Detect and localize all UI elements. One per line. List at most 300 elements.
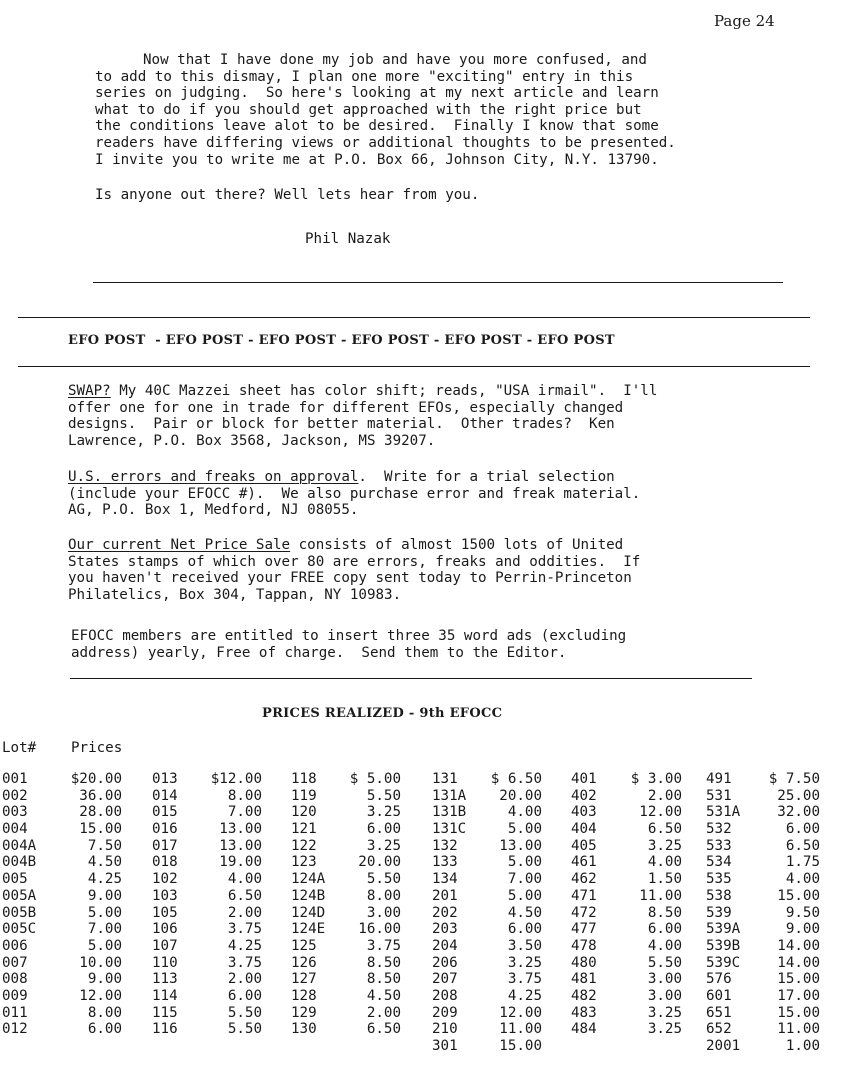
lot-number: 533 [706, 837, 732, 854]
lot-price: 15.00 [777, 887, 820, 904]
efo-post-banner: EFO POST - EFO POST - EFO POST - EFO POST - EFO POST - EFO POST [68, 333, 615, 348]
price-row [2, 888, 122, 905]
lot-number: 004A [2, 837, 37, 854]
price-row [291, 888, 401, 905]
lot-price: 12.00 [79, 987, 122, 1004]
lot-price: $12.00 [210, 771, 262, 787]
article-line: I invite you to write me at P.O. Box 66, Johnson City, N.Y. 13790. [95, 151, 659, 168]
lot-number: 126 [291, 954, 317, 971]
lot-price: 8.50 [647, 904, 682, 921]
article-line: to add to this dismay, I plan one more "exciting" entry in this [95, 68, 634, 85]
lot-number: 128 [291, 987, 317, 1004]
ad-line: AG, P.O. Box 1, Medford, NJ 08055. [68, 502, 359, 519]
price-row [432, 905, 542, 922]
lot-number: 127 [291, 971, 317, 988]
article-line: what to do if you should get approached with the right price but [95, 101, 642, 118]
price-row [2, 771, 122, 788]
lot-price: 3.75 [507, 971, 542, 988]
lot-number: 131B [432, 804, 467, 821]
article-line: series on judging. So here's looking at my next article and learn [95, 85, 659, 102]
lot-price: 1.50 [647, 871, 682, 888]
price-row [706, 888, 820, 905]
lot-number: 401 [571, 771, 597, 787]
lot-price: 11.00 [639, 887, 682, 904]
price-row [291, 821, 401, 838]
price-row [571, 938, 682, 955]
lot-number: 018 [152, 854, 178, 871]
lot-price: 2.00 [227, 971, 262, 988]
lot-price: 8.50 [366, 971, 401, 988]
ad-errors-approval [68, 469, 640, 519]
lot-price: 20.00 [358, 854, 401, 871]
price-row [571, 905, 682, 922]
lot-number: 477 [571, 921, 597, 938]
ad-line: you haven't received your FREE copy sent today to Perrin-Princeton [68, 570, 632, 587]
lot-price: 9.00 [87, 971, 122, 988]
lot-number: 125 [291, 937, 317, 954]
article-line: Now that I have done my job and have you more confused, and [143, 52, 647, 68]
price-row [2, 1021, 122, 1038]
lot-price: 6.50 [366, 1021, 401, 1038]
price-row [432, 788, 542, 805]
lot-number: 482 [571, 987, 597, 1004]
lot-number: 005C [2, 921, 37, 938]
lot-price: 4.50 [366, 987, 401, 1004]
price-row [291, 838, 401, 855]
lot-number: 539A [706, 921, 741, 938]
prices-column [706, 771, 820, 1055]
lot-price: 15.00 [499, 1038, 542, 1054]
price-row [291, 771, 401, 788]
lot-price: 13.00 [219, 837, 262, 854]
lot-number: 110 [152, 954, 178, 971]
ad-line: Philatelics, Box 304, Tappan, NY 10983. [68, 586, 402, 603]
price-row [432, 971, 542, 988]
lot-price: 4.00 [647, 854, 682, 871]
price-row [152, 905, 262, 922]
lot-number: 103 [152, 887, 178, 904]
lot-price: 6.50 [647, 821, 682, 838]
lot-number: 114 [152, 987, 178, 1004]
lot-number: 134 [432, 871, 458, 888]
lot-price: 3.25 [507, 954, 542, 971]
lot-price: 6.00 [366, 821, 401, 838]
price-row [706, 804, 820, 821]
lot-price: 5.50 [366, 871, 401, 888]
price-row [432, 921, 542, 938]
lot-price: 32.00 [777, 804, 820, 821]
price-row [291, 921, 401, 938]
prices-column [2, 771, 122, 1038]
lot-number: 202 [432, 904, 458, 921]
price-row [291, 955, 401, 972]
lot-price: 3.00 [647, 987, 682, 1004]
price-row [432, 1021, 542, 1038]
lot-price: 7.00 [507, 871, 542, 888]
lot-number: 576 [706, 971, 732, 988]
lot-price: 15.00 [777, 971, 820, 988]
article-line: the conditions leave alot to be desired. Finally I know that some [95, 118, 659, 135]
lot-price: $ 7.50 [768, 771, 820, 787]
prices-column [291, 771, 401, 1038]
lot-price: 6.00 [785, 821, 820, 838]
lot-number: 007 [2, 954, 28, 971]
lot-number: 481 [571, 971, 597, 988]
lot-price: 5.00 [507, 854, 542, 871]
lot-price: 4.50 [87, 854, 122, 871]
ad-lead: SWAP? [68, 383, 111, 399]
lot-number: 122 [291, 837, 317, 854]
lot-number: 124A [291, 871, 326, 888]
lot-price: 19.00 [219, 854, 262, 871]
lot-number: 011 [2, 1004, 28, 1021]
price-row [152, 771, 262, 788]
lot-number: 203 [432, 921, 458, 938]
price-row [291, 854, 401, 871]
members-note [71, 628, 626, 661]
lot-price: 20.00 [499, 787, 542, 804]
lot-price: 3.75 [366, 937, 401, 954]
lot-price: 15.00 [777, 1004, 820, 1021]
lot-price: 8.50 [366, 954, 401, 971]
price-row [571, 921, 682, 938]
price-row [432, 955, 542, 972]
lot-number: 539B [706, 937, 741, 954]
price-row [706, 905, 820, 922]
price-row [291, 905, 401, 922]
price-row [432, 771, 542, 788]
price-row [571, 971, 682, 988]
lot-number: 133 [432, 854, 458, 871]
lot-price: 8.00 [87, 1004, 122, 1021]
members-note-line: EFOCC members are entitled to insert three 35 word ads (excluding [71, 628, 627, 644]
lot-number: 472 [571, 904, 597, 921]
price-row [2, 854, 122, 871]
lot-price: 5.50 [366, 787, 401, 804]
ad-line: States stamps of which over 80 are errors, freaks and oddities. If [68, 553, 641, 570]
lot-number: 201 [432, 887, 458, 904]
lot-price: 6.00 [647, 921, 682, 938]
ad-line: . Write for a trial selection [358, 469, 615, 485]
lot-number: 124E [291, 921, 326, 938]
banner-bottom-rule [18, 366, 810, 367]
price-row [571, 1021, 682, 1038]
divider [70, 678, 752, 679]
price-row [152, 871, 262, 888]
lot-price: 4.50 [507, 904, 542, 921]
ad-line: (include your EFOCC #). We also purchase error and freak material. [68, 485, 641, 502]
lot-number: 003 [2, 804, 28, 821]
lot-price: 6.50 [785, 837, 820, 854]
ad-line: consists of almost 1500 lots of United [290, 537, 624, 553]
prices-title: PRICES REALIZED - 9th EFOCC [262, 706, 503, 721]
lot-number: 105 [152, 904, 178, 921]
lot-price: 7.50 [87, 837, 122, 854]
price-row [706, 854, 820, 871]
ad-line: My 40C Mazzei sheet has color shift; reads, "USA irmail". I'll [110, 383, 658, 399]
lot-number: 121 [291, 821, 317, 838]
ad-lead: Our current Net Price Sale [68, 537, 291, 553]
price-row [432, 838, 542, 855]
price-row [152, 821, 262, 838]
price-row [706, 788, 820, 805]
lot-price: 5.00 [87, 937, 122, 954]
price-row [432, 871, 542, 888]
price-row [432, 988, 542, 1005]
price-row [706, 938, 820, 955]
lot-number: 124D [291, 904, 326, 921]
lot-number: 403 [571, 804, 597, 821]
price-row [432, 938, 542, 955]
lot-number: 106 [152, 921, 178, 938]
lot-price: 9.00 [785, 921, 820, 938]
price-row [706, 921, 820, 938]
lot-price: 14.00 [777, 954, 820, 971]
price-row [571, 804, 682, 821]
price-row [291, 871, 401, 888]
lot-number: 471 [571, 887, 597, 904]
lot-number: 651 [706, 1004, 732, 1021]
lot-price: 8.00 [227, 787, 262, 804]
lot-price: 11.00 [777, 1021, 820, 1038]
price-row [152, 804, 262, 821]
lot-price: 12.00 [499, 1004, 542, 1021]
price-row [291, 804, 401, 821]
lot-number: 405 [571, 837, 597, 854]
lot-number: 017 [152, 837, 178, 854]
lot-price: 13.00 [219, 821, 262, 838]
price-row [291, 788, 401, 805]
lot-number: 462 [571, 871, 597, 888]
lot-price: 3.50 [507, 937, 542, 954]
lot-number: 005B [2, 904, 37, 921]
lot-price: 36.00 [79, 787, 122, 804]
price-row [706, 871, 820, 888]
ad-line: offer one for one in trade for different EFOs, especially changed [68, 399, 624, 416]
lot-price: 1.00 [785, 1038, 820, 1054]
lot-number: 478 [571, 937, 597, 954]
lot-number: 012 [2, 1021, 28, 1038]
price-row [152, 921, 262, 938]
lot-number: 124B [291, 887, 326, 904]
article-signature: Phil Nazak [305, 231, 391, 247]
lot-number: 483 [571, 1004, 597, 1021]
price-row [2, 905, 122, 922]
lot-number: 601 [706, 987, 732, 1004]
lot-price: 15.00 [79, 821, 122, 838]
lot-number: 102 [152, 871, 178, 888]
lot-price: $ 3.00 [630, 771, 682, 787]
lot-price: 3.75 [227, 954, 262, 971]
lot-number: 301 [432, 1038, 458, 1054]
ad-lead: U.S. errors and freaks on approval [68, 469, 359, 485]
price-row [2, 821, 122, 838]
lot-number: 120 [291, 804, 317, 821]
lot-price: 3.25 [647, 1004, 682, 1021]
lot-number: 004 [2, 821, 28, 838]
price-row [2, 971, 122, 988]
prices-column [432, 771, 542, 1055]
price-row [571, 771, 682, 788]
price-row [291, 971, 401, 988]
lot-number: 532 [706, 821, 732, 838]
lot-number: 207 [432, 971, 458, 988]
lot-number: 539C [706, 954, 741, 971]
lot-price: 7.00 [87, 921, 122, 938]
price-row [152, 955, 262, 972]
lot-number: 119 [291, 787, 317, 804]
price-row [706, 1021, 820, 1038]
article-paragraph-1 [95, 52, 676, 168]
price-row [706, 955, 820, 972]
price-row [706, 821, 820, 838]
lot-price: 25.00 [777, 787, 820, 804]
lot-price: 12.00 [639, 804, 682, 821]
lot-number: 013 [152, 771, 178, 787]
lot-price: $20.00 [70, 771, 122, 787]
lot-number: 008 [2, 971, 28, 988]
lot-price: $ 5.00 [349, 771, 401, 787]
lot-number: 005 [2, 871, 28, 888]
price-row [706, 971, 820, 988]
price-row [571, 1005, 682, 1022]
lot-price: 3.25 [366, 804, 401, 821]
price-row [152, 988, 262, 1005]
lot-price: 10.00 [79, 954, 122, 971]
article-paragraph-2: Is anyone out there? Well lets hear from you. [95, 187, 480, 203]
price-row [706, 988, 820, 1005]
price-row [571, 988, 682, 1005]
banner-top-rule [18, 317, 810, 318]
divider [93, 282, 783, 283]
lot-price: 6.00 [227, 987, 262, 1004]
price-row [152, 1021, 262, 1038]
price-row [571, 955, 682, 972]
members-note-line: address) yearly, Free of charge. Send them to the Editor. [71, 644, 567, 661]
price-row [152, 788, 262, 805]
lot-number: 015 [152, 804, 178, 821]
prices-column [152, 771, 262, 1038]
lot-number: 115 [152, 1004, 178, 1021]
lot-number: 006 [2, 937, 28, 954]
price-row [432, 1038, 542, 1055]
lot-price: 5.50 [647, 954, 682, 971]
lot-number: 131A [432, 787, 467, 804]
lot-number: 531A [706, 804, 741, 821]
lot-price: 9.00 [87, 887, 122, 904]
prices-header-lot: Lot# [2, 740, 37, 756]
lot-number: 016 [152, 821, 178, 838]
lot-number: 004B [2, 854, 37, 871]
lot-price: 4.25 [87, 871, 122, 888]
lot-price: 3.25 [647, 837, 682, 854]
price-row [291, 1005, 401, 1022]
lot-price: 2.00 [366, 1004, 401, 1021]
lot-price: 28.00 [79, 804, 122, 821]
lot-price: 14.00 [777, 937, 820, 954]
lot-number: 009 [2, 987, 28, 1004]
price-row [571, 854, 682, 871]
lot-number: 005A [2, 887, 37, 904]
page-number: Page 24 [714, 12, 775, 30]
lot-price: 4.25 [507, 987, 542, 1004]
lot-price: 4.00 [647, 937, 682, 954]
lot-price: 4.00 [507, 804, 542, 821]
lot-number: 123 [291, 854, 317, 871]
lot-number: 535 [706, 871, 732, 888]
price-row [2, 921, 122, 938]
price-row [706, 1005, 820, 1022]
lot-price: 13.00 [499, 837, 542, 854]
lot-number: 404 [571, 821, 597, 838]
lot-number: 484 [571, 1021, 597, 1038]
prices-column [571, 771, 682, 1038]
lot-price: 4.00 [227, 871, 262, 888]
lot-number: 209 [432, 1004, 458, 1021]
price-row [152, 854, 262, 871]
lot-number: 402 [571, 787, 597, 804]
lot-number: 129 [291, 1004, 317, 1021]
lot-number: 118 [291, 771, 317, 787]
lot-price: 1.75 [785, 854, 820, 871]
lot-price: 3.25 [647, 1021, 682, 1038]
price-row [432, 821, 542, 838]
lot-price: 6.00 [87, 1021, 122, 1038]
lot-price: 2.00 [227, 904, 262, 921]
price-row [706, 771, 820, 788]
price-row [571, 838, 682, 855]
price-row [432, 804, 542, 821]
lot-price: 6.00 [507, 921, 542, 938]
price-row [2, 955, 122, 972]
lot-number: 113 [152, 971, 178, 988]
lot-price: 5.00 [507, 887, 542, 904]
lot-number: 531 [706, 787, 732, 804]
ad-line: designs. Pair or block for better material. Other trades? Ken [68, 416, 615, 433]
price-row [432, 1005, 542, 1022]
lot-price: $ 6.50 [490, 771, 542, 787]
lot-price: 7.00 [227, 804, 262, 821]
price-row [2, 988, 122, 1005]
price-row [291, 938, 401, 955]
lot-number: 132 [432, 837, 458, 854]
lot-number: 461 [571, 854, 597, 871]
price-row [152, 838, 262, 855]
lot-number: 116 [152, 1021, 178, 1038]
lot-number: 204 [432, 937, 458, 954]
lot-price: 5.50 [227, 1021, 262, 1038]
ad-line: Lawrence, P.O. Box 3568, Jackson, MS 39207. [68, 432, 436, 449]
lot-price: 3.00 [647, 971, 682, 988]
lot-number: 014 [152, 787, 178, 804]
lot-price: 6.50 [227, 887, 262, 904]
lot-number: 002 [2, 787, 28, 804]
lot-number: 206 [432, 954, 458, 971]
price-row [152, 888, 262, 905]
price-row [2, 1005, 122, 1022]
lot-number: 539 [706, 904, 732, 921]
lot-price: 3.00 [366, 904, 401, 921]
lot-price: 5.00 [507, 821, 542, 838]
lot-price: 4.25 [227, 937, 262, 954]
price-row [291, 1021, 401, 1038]
lot-number: 131 [432, 771, 458, 787]
lot-number: 210 [432, 1021, 458, 1038]
lot-price: 3.25 [366, 837, 401, 854]
lot-number: 107 [152, 937, 178, 954]
lot-number: 480 [571, 954, 597, 971]
lot-number: 208 [432, 987, 458, 1004]
